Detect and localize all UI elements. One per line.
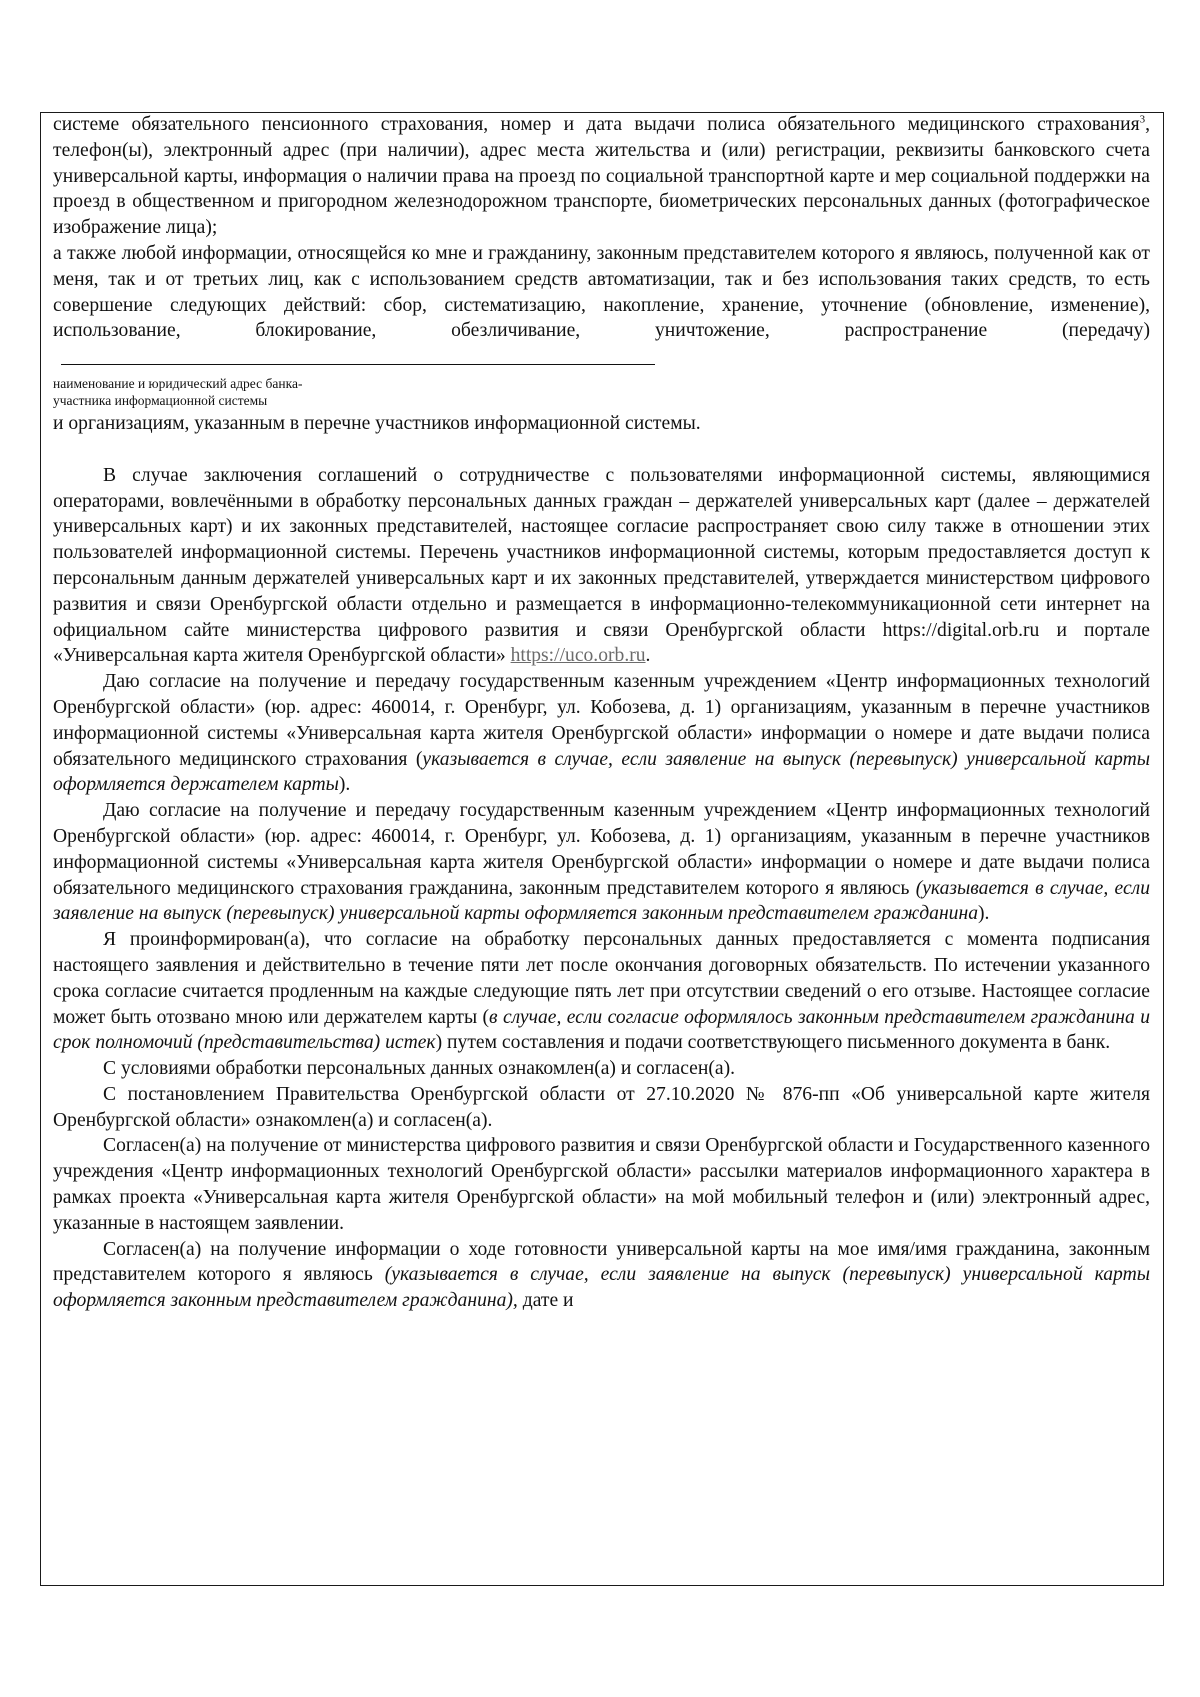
paragraph-resolution-ack: С постановлением Правительства Оренбургской области от 27.10.2020 № 876-пп «Об универсальной карте жителя Оренбургской области» ознакомлен(а) и согласен(а). <box>53 1083 1150 1131</box>
fill-line-caption <box>53 373 1150 411</box>
text-run: Согласен(а) на получение информации о ходе готовности универсальной карты на мое имя/имя гражданина, законным представителем которого я являюсь <box>53 1238 1150 1286</box>
text-run: Даю согласие на получение и передачу государственным казенным учреждением «Центр информационных технологий Оренбургской области» (юр. адрес: 460014, г. Оренбург, ул. Кобозева, д. 1) организациям, указанным в перечне участников информационной системы «Универсальная карта жителя Оренбургской области» информации о номере и дате выдачи полиса обязательного медицинского страхования гражданина, законным представителем которого я являюсь <box>53 800 1150 899</box>
spacer <box>53 437 1150 463</box>
text-run: ). <box>338 774 351 796</box>
italic-note: в случае, если согласие оформлялось законным представителем гражданина и срок полномочий (представительства) истек <box>53 1006 1150 1054</box>
paragraph-consent-holder <box>53 669 1150 798</box>
paragraph-consent-representative <box>53 798 1150 927</box>
text-run: , телефон(ы), электронный адрес (при наличии), адрес места жительства и (или) регистрации, реквизиты банковского счета универсальной карты, информация о наличии права на проезд по социальной транспортной карте и мер социальной поддержки на проезд в общественном и пригородном железнодорожном транспорте, биометрических персональных данных (фотографическое изображение лица); <box>53 114 1150 239</box>
footnote-mark: 3 <box>1139 113 1146 126</box>
paragraph-processing-actions <box>53 241 1150 373</box>
text-run: Даю согласие на получение и передачу государственным казенным учреждением «Центр информационных технологий Оренбургской области» (юр. адрес: 460014, г. Оренбург, ул. Кобозева, д. 1) организациям, указанным в перечне участников информационной системы «Универсальная карта жителя Оренбургской области» информации о номере и дате выдачи полиса обязательного медицинского страхования ( <box>53 671 1150 770</box>
italic-note: (указывается в случае, если заявление на выпуск (перевыпуск) универсальной карты оформляется законным представителем гражданина), <box>53 1264 1151 1312</box>
text-run: В случае заключения соглашений о сотрудничестве с пользователями информационной системы, являющимися операторами, вовлечёнными в обработку персональных данных граждан – держателей универсальных карт (далее – держателей универсальных карт) и их законных представителей, настоящее согласие распространяет свою силу также в отношении этих пользователей информационной системы. Перечень участников информационной системы, которым предоставляется доступ к персональным данным держателей универсальных карт и их законных представителей, утверждается министерством цифрового развития и связи Оренбургской области отдельно и размещается в информационно-телекоммуникационной сети интернет на официальном сайте министерства цифрового развития и связи Оренбургской области https://digital.orb.ru и портале «Универсальная карта жителя Оренбургской области» <box>53 464 1150 667</box>
text-run: ). <box>978 903 990 925</box>
italic-note: (указывается в случае, если заявление на выпуск (перевыпуск) универсальной карты оформляется законным представителем гражданина <box>53 877 1150 925</box>
text-run: а также любой информации, относящейся ко мне и гражданину, законным представителем которого я являюсь, полученной как от меня, так и от третьих лиц, как с использованием средств автоматизации, так и без использования таких средств, то есть совершение следующих действий: сбор, систематизацию, накопление, хранение, уточнение (обновление, изменение), использование, блокирование, обезличивание, уничтожение, распространение (передачу) <box>53 242 1150 342</box>
portal-link[interactable]: https://uco.orb.ru <box>510 645 646 667</box>
paragraph-mailing-consent: Согласен(а) на получение от министерства цифрового развития и связи Оренбургской области и Государственного казенного учреждения «Центр информационных технологий Оренбургской области» рассылки материалов информационного характера в рамках проекта «Универсальная карта жителя Оренбургской области» на мой мобильный телефон и (или) электронный адрес, указанные в настоящем заявлении. <box>53 1135 1150 1234</box>
italic-note: указывается в случае, если заявление на выпуск (перевыпуск) универсальной карты оформляется держателем карты <box>53 748 1150 796</box>
text-run: Я проинформирован(а), что согласие на обработку персональных данных предоставляется с момента подписания настоящего заявления и действительно в течение пяти лет после окончания договорных обязательств. По истечении указанного срока согласие считается продленным на каждые следующие пять лет при отсутствии сведений о его отзыве. Настоящее согласие может быть отозвано мною или держателем карты ( <box>53 929 1150 1028</box>
paragraph-agreements <box>53 463 1150 669</box>
paragraph-organizations: и организациям, указанным в перечне участников информационной системы. <box>53 412 701 434</box>
text-run: системе обязательного пенсионного страхования, номер и дата выдачи полиса обязательного медицинского страхования <box>53 114 1140 135</box>
document-body <box>53 112 1150 1314</box>
paragraph-personal-data-list <box>53 112 1150 241</box>
bank-name-fill-line <box>61 344 655 365</box>
text-run: . <box>645 645 651 667</box>
paragraph-consent-term <box>53 927 1150 1056</box>
caption-line-2: участника информационной системы <box>53 392 268 408</box>
text-run: ) путем составления и подачи соответствующего письменного документа в банк. <box>435 1032 1111 1054</box>
text-run: дате и <box>517 1290 574 1312</box>
caption-line-1: наименование и юридический адрес банка- <box>53 375 303 391</box>
paragraph-readiness-info <box>53 1237 1150 1314</box>
paragraph-conditions-ack: С условиями обработки персональных данных ознакомлен(а) и согласен(а). <box>103 1058 736 1080</box>
